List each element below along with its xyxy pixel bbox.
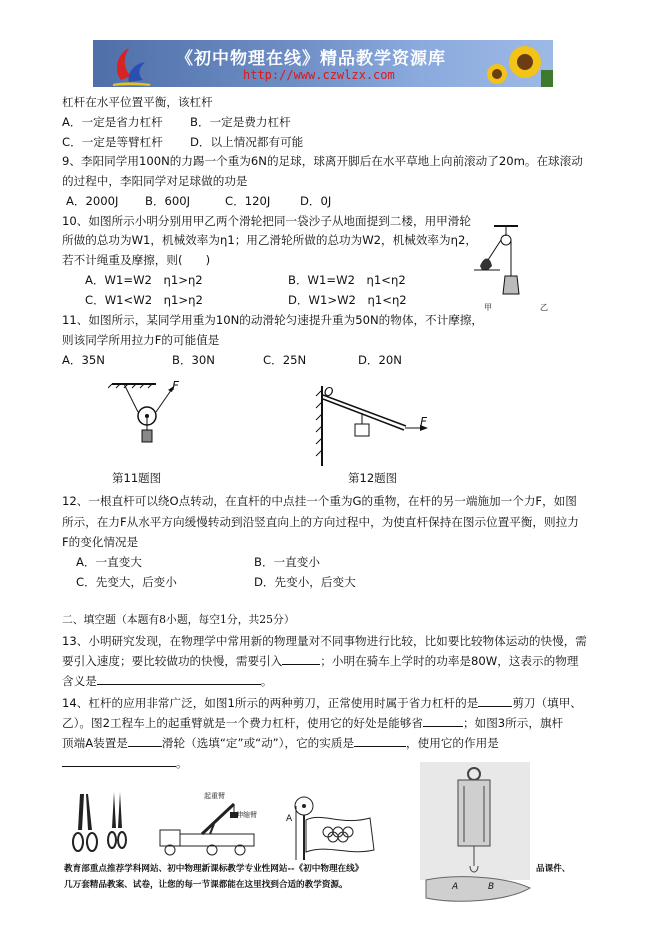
q14-line-3-part-c: ，使用它的作用是 <box>406 736 499 750</box>
q13-line-1: 13、小明研究发现，在物理学中常用新的物理量对不同事物进行比较，比如要比较物体运动的快慢，需 <box>62 634 587 648</box>
q14-line-1-part-a: 14、杠杆的应用非常广泛，如图1所示的两种剪刀，正常使用时属于省力杠杆的是 <box>62 696 479 710</box>
footer-line-1: 教育部重点推荐学科网站、初中物理新课标教学专业性网站--《初中物理在线》 <box>64 864 364 874</box>
q14-fig4-label-a: A <box>452 882 459 892</box>
q13-line-3-text: 含义是 <box>62 674 97 688</box>
q14-spring-scale-figure <box>414 762 534 912</box>
q14-flagpole-figure <box>282 790 382 860</box>
logo-icon <box>99 40 159 87</box>
q9-option-a: A．2000J <box>66 194 119 208</box>
q14-fig3-label-a: A <box>286 814 293 824</box>
q10-option-b: B．W1=W2 η1<η2 <box>288 273 406 287</box>
q8-option-d: D．以上情况都有可能 <box>190 135 304 149</box>
q12-line-3: F的变化情况是 <box>62 535 139 549</box>
q10-fig-label-yi: 乙 <box>540 303 548 312</box>
sunflower-icon <box>483 40 553 87</box>
q12-fig-caption: 第12题图 <box>348 471 398 485</box>
q9-option-d: D．0J <box>300 194 332 208</box>
q10-line-3: 若不计绳重及摩擦，则( ) <box>62 253 211 267</box>
header-banner <box>93 40 553 87</box>
q14-fig2-arm-label: 伸缩臂 <box>236 811 257 819</box>
q11-line-1: 11、如图所示，某同学用重为10N的动滑轮匀速提升重为50N的物体，不计摩擦， <box>62 313 484 327</box>
q14-line-4-end: 。 <box>176 756 188 770</box>
q12-option-c: C．先变大，后变小 <box>76 575 177 589</box>
q12-line-2: 所示，在力F从水平方向缓慢转动到沿竖直向上的方向过程中，为使直杆保持在图示位置平衡，则拉力 <box>62 515 579 529</box>
banner-url[interactable]: http://www.czwlzx.com <box>243 68 395 82</box>
q8-stem: 杠杆在水平位置平衡，该杠杆 <box>62 95 213 109</box>
q12-line-1: 12、一根直杆可以绕O点转动，在直杆的中点挂一个重为G的重物，在杆的另一端施加一个力F，如图 <box>62 494 577 508</box>
q11-fig-caption: 第11题图 <box>112 471 162 485</box>
footer-line-1-tail: 品课件、 <box>536 864 571 874</box>
q14-blank-5[interactable] <box>62 754 176 767</box>
q10-line-1: 10、如图所示小明分别用甲乙两个滑轮把同一袋沙子从地面提到二楼，用甲滑轮 <box>62 214 471 228</box>
q14-blank-3[interactable] <box>128 734 162 747</box>
q12-fig-pivot-label: O <box>324 385 334 399</box>
q14-scissors-figure <box>66 790 136 860</box>
q14-line-4 <box>62 754 188 772</box>
section-2-title: 二、填空题（本题有8小题，每空1分，共25分） <box>62 613 295 626</box>
q11-option-d: D．20N <box>358 353 402 367</box>
q12-option-a: A．一直变大 <box>76 555 142 569</box>
q11-option-b: B．30N <box>172 353 215 367</box>
q13-line-3: 含义是 。 <box>62 674 273 688</box>
q13-blank-1[interactable] <box>282 652 320 665</box>
footer-line-2: 几万套精品教案、试卷，让您的每一节课都能在这里找到合适的教学资源。 <box>64 880 348 890</box>
q10-line-2: 所做的总功为W1，机械效率为η1；用乙滑轮所做的总功为W2，机械效率为η2， <box>62 233 477 247</box>
q9-line-2: 的过程中，李阳同学对足球做的功是 <box>62 174 248 188</box>
q9-option-c: C．120J <box>225 194 271 208</box>
banner-title: 《初中物理在线》精品教学资源库 <box>176 49 446 69</box>
q14-fig2-crane-label: 起重臂 <box>204 792 225 800</box>
q14-line-2-part-a: 乙）。图2工程车上的起重臂就是一个费力杠杆，使用它的好处是能够省 <box>62 716 423 730</box>
q12-option-d: D．先变小，后变大 <box>254 575 356 589</box>
q10-option-a: A．W1=W2 η1>η2 <box>85 273 203 287</box>
q13-line-2-part-a: 要引入速度；要比较做功的快慢，需要引入 <box>62 654 283 668</box>
q10-fig-label-jia: 甲 <box>484 303 492 312</box>
q14-line-3-part-b: 滑轮（选填“定”或“动”），它的实质是 <box>161 736 355 750</box>
q8-option-a: A．一定是省力杠杆 <box>62 115 163 129</box>
q14-line-1 <box>62 694 582 712</box>
q11-movable-pulley-figure <box>108 378 198 448</box>
q14-line-3-part-a: 顶端A装置是 <box>62 736 128 750</box>
q13-line-2 <box>62 652 578 670</box>
q14-line-1-part-b: 剪刀（填甲、 <box>512 696 582 710</box>
q11-option-a: A．35N <box>62 353 105 367</box>
q11-fig-force-label: F <box>172 379 179 393</box>
q13-blank-2[interactable] <box>97 672 261 685</box>
q8-option-b: B．一定是费力杠杆 <box>190 115 291 129</box>
q10-option-d: D．W1>W2 η1<η2 <box>288 293 407 307</box>
q14-line-2-part-b: ；如图3所示，旗杆 <box>463 716 564 730</box>
q14-blank-2[interactable] <box>423 714 463 727</box>
q10-option-c: C．W1<W2 η1>η2 <box>85 293 203 307</box>
q9-option-b: B．600J <box>145 194 191 208</box>
q9-line-1: 9、李阳同学用100N的力踢一个重为6N的足球，球离开脚后在水平草地上向前滚动了20m。在球滚动 <box>62 154 583 168</box>
q14-line-3 <box>62 734 499 752</box>
q12-option-b: B．一直变小 <box>254 555 320 569</box>
q8-option-c: C．一定是等臂杠杆 <box>62 135 163 149</box>
q11-line-2: 则该同学所用拉力F的可能值是 <box>62 333 220 347</box>
q14-line-2 <box>62 714 563 732</box>
q14-blank-4[interactable] <box>354 734 406 747</box>
q14-fig4-label-b: B <box>488 882 495 892</box>
q13-line-2-part-b: ；小明在骑车上学时的功率是80W，这表示的物理 <box>320 654 579 668</box>
q14-blank-1[interactable] <box>478 694 512 707</box>
q11-option-c: C．25N <box>263 353 307 367</box>
q12-fig-force-label: F <box>420 415 427 429</box>
